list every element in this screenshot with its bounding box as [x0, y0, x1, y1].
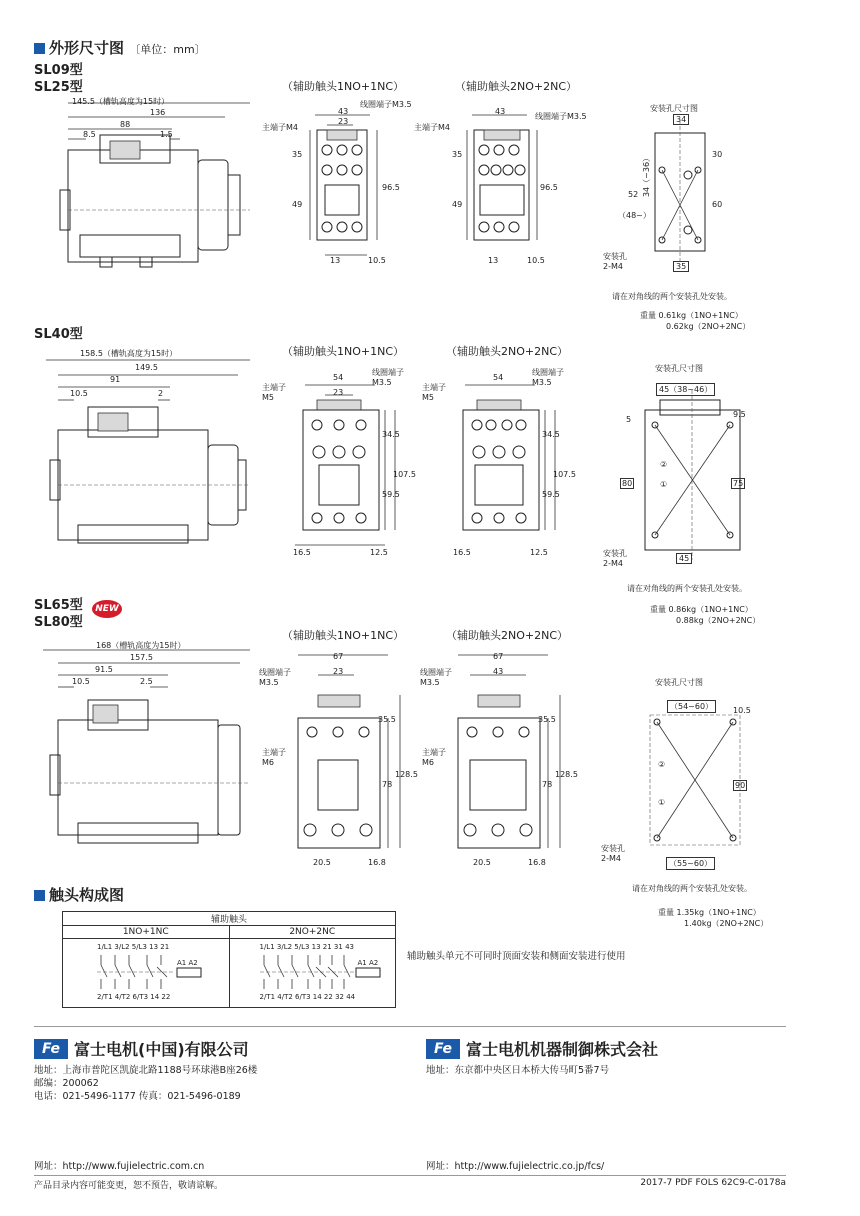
sl40-mount-d1: 5: [626, 415, 632, 424]
sl40-aux2-b1: 16.5: [453, 548, 471, 557]
sl65-aux1-b2: 16.8: [368, 858, 386, 867]
sl40-dim-w4: 2: [158, 389, 164, 398]
page-title: 外形尺寸图 〔单位：mm〕: [34, 37, 206, 58]
contact-col-2: 2NO+2NC: [229, 926, 396, 939]
sl09-side-view: [40, 95, 260, 275]
sl65-mount-d1: 10.5: [733, 706, 751, 715]
sl09-mount-bottom: 35: [673, 261, 689, 272]
sl65-aux1-h2: 78: [382, 780, 393, 789]
sl40-aux1-h1: 34.5: [382, 430, 400, 439]
sl40-aux1-w: 54: [333, 373, 344, 382]
sl40-mount-d3: 80: [622, 479, 633, 488]
sl09-mount-title: 安装孔尺寸图: [650, 104, 698, 113]
section-marker-icon: [34, 43, 45, 54]
sl40-weight: 重量 0.86kg（1NO+1NC） 0.88kg（2NO+2NC）: [650, 605, 761, 625]
sl40-aux2-h2: 59.5: [542, 490, 560, 499]
sl65-aux2-coil: 线圈端子 M3.5: [420, 668, 452, 687]
footer-divider-bottom: [34, 1175, 786, 1176]
sl40-side-view: [38, 355, 258, 550]
c1-coil-label: A1 A2: [177, 959, 198, 967]
sl40-note: 请在对角线的两个安装孔处安装。: [627, 584, 747, 593]
sl65-aux1-w-in: 23: [333, 667, 344, 676]
sl09-aux1-b2: 10.5: [368, 256, 386, 265]
contacts-title: 触头构成图: [34, 884, 124, 905]
sl65-front-view-1: [288, 650, 408, 860]
sl65-mount-c1: ②: [658, 760, 666, 769]
sl09-aux1-coil: 线圈端子M3.5: [360, 100, 412, 109]
sl65-aux1-w: 67: [333, 652, 344, 661]
footer-divider: [34, 1026, 786, 1027]
sl65-aux2-title: （辅助触头2NO+2NC）: [446, 629, 569, 642]
contact-table-header: 辅助触头: [63, 912, 396, 926]
sl65-dim-w1: 157.5: [130, 653, 153, 662]
model-label-sl40: SL40型: [34, 327, 83, 342]
contact-col-1: 1NO+1NC: [63, 926, 230, 939]
footer-doc-number: 2017-7 PDF FOLS 62C9-C-0178a: [640, 1178, 786, 1188]
fuji-logo-icon: Fe: [34, 1039, 68, 1059]
sl40-aux1-h2: 59.5: [382, 490, 400, 499]
sl65-dim-w2: 91.5: [95, 665, 113, 674]
sl65-aux2-w-in: 43: [493, 667, 504, 676]
sl09-mount-d4: （48~）: [618, 211, 651, 220]
sl40-aux1-h3: 107.5: [393, 470, 416, 479]
model-label-sl65: SL65型 SL80型: [34, 598, 83, 630]
sl40-aux2-w: 54: [493, 373, 504, 382]
c2-coil-label: A1 A2: [357, 959, 379, 967]
sl65-aux2-h3: 128.5: [555, 770, 578, 779]
sl65-dim-w3: 10.5: [72, 677, 90, 686]
sl09-aux2-coil: 线圈端子M3.5: [535, 112, 587, 121]
sl09-aux1-main: 主端子M4: [262, 123, 298, 132]
sl09-dim-w3: 8.5: [83, 130, 96, 139]
sl65-mount-title: 安装孔尺寸图: [655, 678, 703, 687]
sl65-mount-bottom: （55~60）: [666, 857, 715, 870]
sl65-aux1-title: （辅助触头1NO+1NC）: [282, 629, 405, 642]
sl09-mount-d3: 52: [628, 190, 639, 199]
c2-top-labels: 1/L1 3/L2 5/L3 13 21 31 43: [259, 943, 354, 951]
sl09-aux2-b2: 10.5: [527, 256, 545, 265]
sl09-mount-diagram: [640, 115, 740, 275]
sl09-mount-d1: 34（~36）: [642, 153, 652, 198]
sl40-aux1-main: 主端子 M5: [262, 383, 286, 402]
sl40-front-view-1: [295, 380, 405, 555]
sl09-aux2-title: （辅助触头2NO+2NC）: [455, 80, 578, 93]
sl09-front-view-2: [462, 105, 552, 265]
sl65-aux2-b2: 16.8: [528, 858, 546, 867]
sl40-aux1-b2: 12.5: [370, 548, 388, 557]
sl40-mount-d2: 9.5: [733, 410, 746, 419]
sl09-mount-top: 34: [673, 114, 689, 125]
contacts-note: 辅助触头单元不可同时顶面安装和侧面安装进行使用: [407, 951, 626, 962]
sl09-aux1-h2: 49: [292, 200, 303, 209]
sl09-aux2-b1: 13: [488, 256, 499, 265]
sl65-mount-c2: ①: [658, 798, 666, 807]
sl09-aux1-h1: 35: [292, 150, 303, 159]
new-badge: NEW: [92, 600, 122, 618]
c2-bottom-labels: 2/T1 4/T2 6/T3 14 22 32 44: [259, 993, 356, 1001]
sl65-aux1-coil: 线圈端子 M3.5: [259, 668, 291, 687]
sl40-mount-top: 45（38~46）: [656, 383, 715, 396]
sl40-aux1-b1: 16.5: [293, 548, 311, 557]
sl65-mount-d2: 90: [735, 781, 746, 790]
contact-diagram-1: [63, 939, 230, 1008]
sl40-dim-w2: 91: [110, 375, 121, 384]
sl40-mount-bottom: 45: [676, 553, 692, 564]
sl40-mount-d4: 75: [733, 479, 744, 488]
sl40-aux2-title: （辅助触头2NO+2NC）: [446, 345, 569, 358]
sl09-aux1-w: 43: [338, 107, 349, 116]
sl65-note: 请在对角线的两个安装孔处安装。: [632, 884, 752, 893]
sl65-rail-dim: 168（槽轨高度为15时）: [96, 641, 186, 650]
sl09-aux2-h1: 35: [452, 150, 463, 159]
sl09-aux2-main: 主端子M4: [414, 123, 450, 132]
sl40-dim-w1: 149.5: [135, 363, 158, 372]
sl65-aux2-w: 67: [493, 652, 504, 661]
sl09-mount-d2: 30: [712, 150, 723, 159]
sl09-dim-w2: 88: [120, 120, 131, 129]
sl09-weight: 重量 0.61kg（1NO+1NC） 0.62kg（2NO+2NC）: [640, 311, 751, 331]
c1-top-labels: 1/L1 3/L2 5/L3 13 21: [97, 943, 170, 951]
sl09-rail-dim: 145.5（槽轨高度为15时）: [72, 97, 170, 106]
sl09-dim-w1: 136: [150, 108, 166, 117]
sl09-aux2-h3: 96.5: [540, 183, 558, 192]
sl65-aux2-h1: 35.5: [538, 715, 556, 724]
sl09-aux1-w-in: 23: [338, 117, 349, 126]
sl40-aux2-coil: 线圈端子 M3.5: [532, 368, 564, 387]
footer-right-address: 地址：东京都中央区日本桥大传马町5番7号: [426, 1065, 610, 1076]
sl65-mount-top: （54~60）: [667, 700, 716, 713]
sl09-aux2-w: 43: [495, 107, 506, 116]
sl40-aux2-h1: 34.5: [542, 430, 560, 439]
sl40-mount-hole: 安装孔 2-M4: [603, 549, 627, 568]
sl65-front-view-2: [448, 650, 568, 860]
footer-disclaimer: 产品目录内容可能变更，恕不预告，敬请谅解。: [34, 1181, 224, 1191]
sl65-aux2-b1: 20.5: [473, 858, 491, 867]
c1-bottom-labels: 2/T1 4/T2 6/T3 14 22: [97, 993, 171, 1001]
sl40-dim-w3: 10.5: [70, 389, 88, 398]
sl09-aux1-h3: 96.5: [382, 183, 400, 192]
footer-right-company: Fe 富士电机机器制御株式会社: [426, 1037, 658, 1060]
sl09-note: 请在对角线的两个安装孔处安装。: [612, 292, 732, 301]
footer-left-web[interactable]: 网址：http://www.fujielectric.com.cn: [34, 1161, 205, 1172]
sl65-dim-w4: 2.5: [140, 677, 153, 686]
footer-left-company: Fe 富士电机(中国)有限公司: [34, 1037, 249, 1060]
sl40-mount-c2: ①: [660, 480, 668, 489]
sl09-aux1-title: （辅助触头1NO+1NC）: [282, 80, 405, 93]
sl40-aux2-h3: 107.5: [553, 470, 576, 479]
sl40-aux2-b2: 12.5: [530, 548, 548, 557]
sl40-rail-dim: 158.5（槽轨高度为15时）: [80, 349, 178, 358]
model-label-sl09: SL09型 SL25型: [34, 63, 83, 95]
sl40-aux2-main: 主端子 M5: [422, 383, 446, 402]
sl40-mount-title: 安装孔尺寸图: [655, 364, 703, 373]
sl40-aux1-w-in: 23: [333, 388, 344, 397]
sl40-aux1-title: （辅助触头1NO+1NC）: [282, 345, 405, 358]
sl40-front-view-2: [455, 380, 565, 555]
footer-left-address: 地址：上海市普陀区凯旋北路1188号环球港B座26楼 邮编：200062 电话：021-5496-1177 传真：021-5496-0189: [34, 1065, 258, 1102]
sl65-aux1-h1: 35.5: [378, 715, 396, 724]
sl65-aux2-main: 主端子 M6: [422, 748, 446, 767]
section-marker-icon: [34, 890, 45, 901]
sl65-weight: 重量 1.35kg（1NO+1NC） 1.40kg（2NO+2NC）: [658, 908, 769, 928]
sl09-mount-d5: 60: [712, 200, 723, 209]
fuji-logo-icon: Fe: [426, 1039, 460, 1059]
contact-table: [62, 911, 396, 1008]
sl65-aux2-h2: 78: [542, 780, 553, 789]
sl40-aux1-coil: 线圈端子 M3.5: [372, 368, 404, 387]
sl65-aux1-b1: 20.5: [313, 858, 331, 867]
contact-diagram-2: [229, 939, 396, 1008]
sl40-mount-c1: ②: [660, 460, 668, 469]
sl09-dim-w4: 1.5: [160, 130, 173, 139]
sl65-mount-hole: 安装孔 2-M4: [601, 844, 625, 863]
sl09-aux1-b1: 13: [330, 256, 341, 265]
sl09-aux2-h2: 49: [452, 200, 463, 209]
sl65-aux1-h3: 128.5: [395, 770, 418, 779]
sl65-aux1-main: 主端子 M6: [262, 748, 286, 767]
footer-right-web[interactable]: 网址：http://www.fujielectric.co.jp/fcs/: [426, 1161, 605, 1172]
unit-label: 〔单位：mm〕: [129, 43, 206, 56]
sl09-mount-hole: 安装孔 2-M4: [603, 252, 627, 271]
